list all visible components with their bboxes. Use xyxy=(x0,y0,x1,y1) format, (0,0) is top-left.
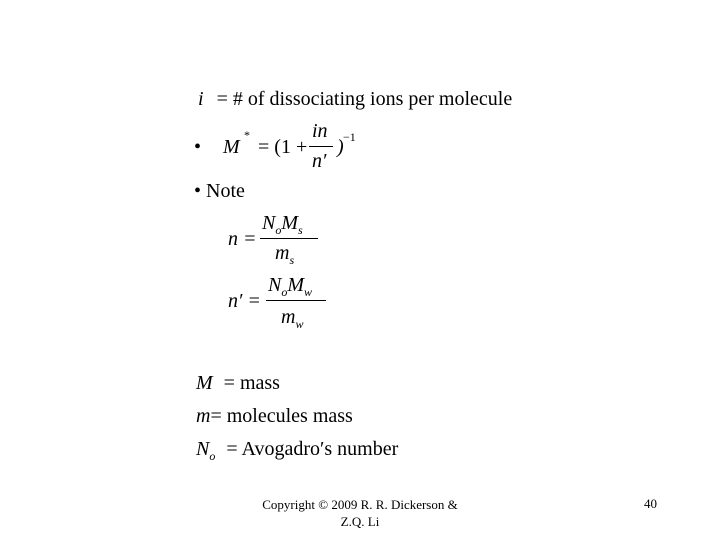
formula-n-den-m-sub: s xyxy=(289,253,295,267)
definition-i-text: = # of dissociating ions per molecule xyxy=(216,88,513,110)
definition-mass-symbol: M xyxy=(196,372,213,394)
formula-nprime-num-n: N xyxy=(268,274,282,296)
formula-m-denominator: n′ xyxy=(312,150,327,172)
formula-m-star-superscript: * xyxy=(244,128,250,142)
formula-m-numerator: in xyxy=(312,120,328,142)
definition-avogadro-symbol: N xyxy=(196,438,210,460)
formula-n-num-m: M xyxy=(281,212,299,234)
formula-n-lhs: n = xyxy=(228,228,257,250)
formula-nprime-numerator xyxy=(268,274,312,297)
fraction-bar xyxy=(309,146,333,147)
formula-m-close: ) xyxy=(337,136,344,158)
formula-n-denominator xyxy=(275,242,294,265)
note-label: Note xyxy=(206,180,245,202)
footer-copyright xyxy=(240,496,480,530)
symbol-i: i xyxy=(198,88,204,110)
formula-n-num-n-sub: o xyxy=(275,223,282,237)
definition-molecules-mass xyxy=(196,405,353,428)
formula-nprime-num-m-sub: w xyxy=(304,285,313,299)
fraction-bar xyxy=(260,238,318,239)
definition-i xyxy=(198,88,512,111)
note-bullet: • xyxy=(194,180,202,202)
definition-molecules-mass-text: = molecules mass xyxy=(210,405,353,427)
page-number: 40 xyxy=(644,496,657,511)
formula-n-num-m-sub: s xyxy=(298,223,303,237)
formula-nprime-num-m: M xyxy=(287,274,305,296)
definition-mass xyxy=(196,372,280,395)
formula-nprime-denominator xyxy=(281,306,303,329)
copyright-line-1: Copyright © 2009 R. R. Dickerson & xyxy=(262,497,458,512)
formula-m-lhs: M xyxy=(223,136,240,158)
formula-n-den-m: m xyxy=(275,242,290,264)
formula-nprime-den-m-sub: w xyxy=(295,317,304,331)
formula-nprime-lhs: n′ = xyxy=(228,290,261,312)
formula-m-eq-open: = (1 + xyxy=(258,136,308,158)
bullet: • xyxy=(194,136,202,158)
formula-n-numerator xyxy=(262,212,303,235)
formula-nprime-num-n-sub: o xyxy=(281,285,288,299)
definition-avogadro-text: = Avogadro′s number xyxy=(226,438,399,460)
note-line xyxy=(194,180,245,203)
definition-avogadro-sub: o xyxy=(209,449,216,463)
formula-n-num-n: N xyxy=(262,212,276,234)
formula-nprime-den-m: m xyxy=(281,306,296,328)
copyright-line-2: Z.Q. Li xyxy=(340,514,380,529)
definition-molecules-mass-symbol: m xyxy=(196,405,211,427)
definition-avogadro xyxy=(196,438,398,461)
definition-mass-text: = mass xyxy=(223,372,280,394)
fraction-bar xyxy=(266,300,326,301)
formula-m-exponent: −1 xyxy=(343,130,356,144)
